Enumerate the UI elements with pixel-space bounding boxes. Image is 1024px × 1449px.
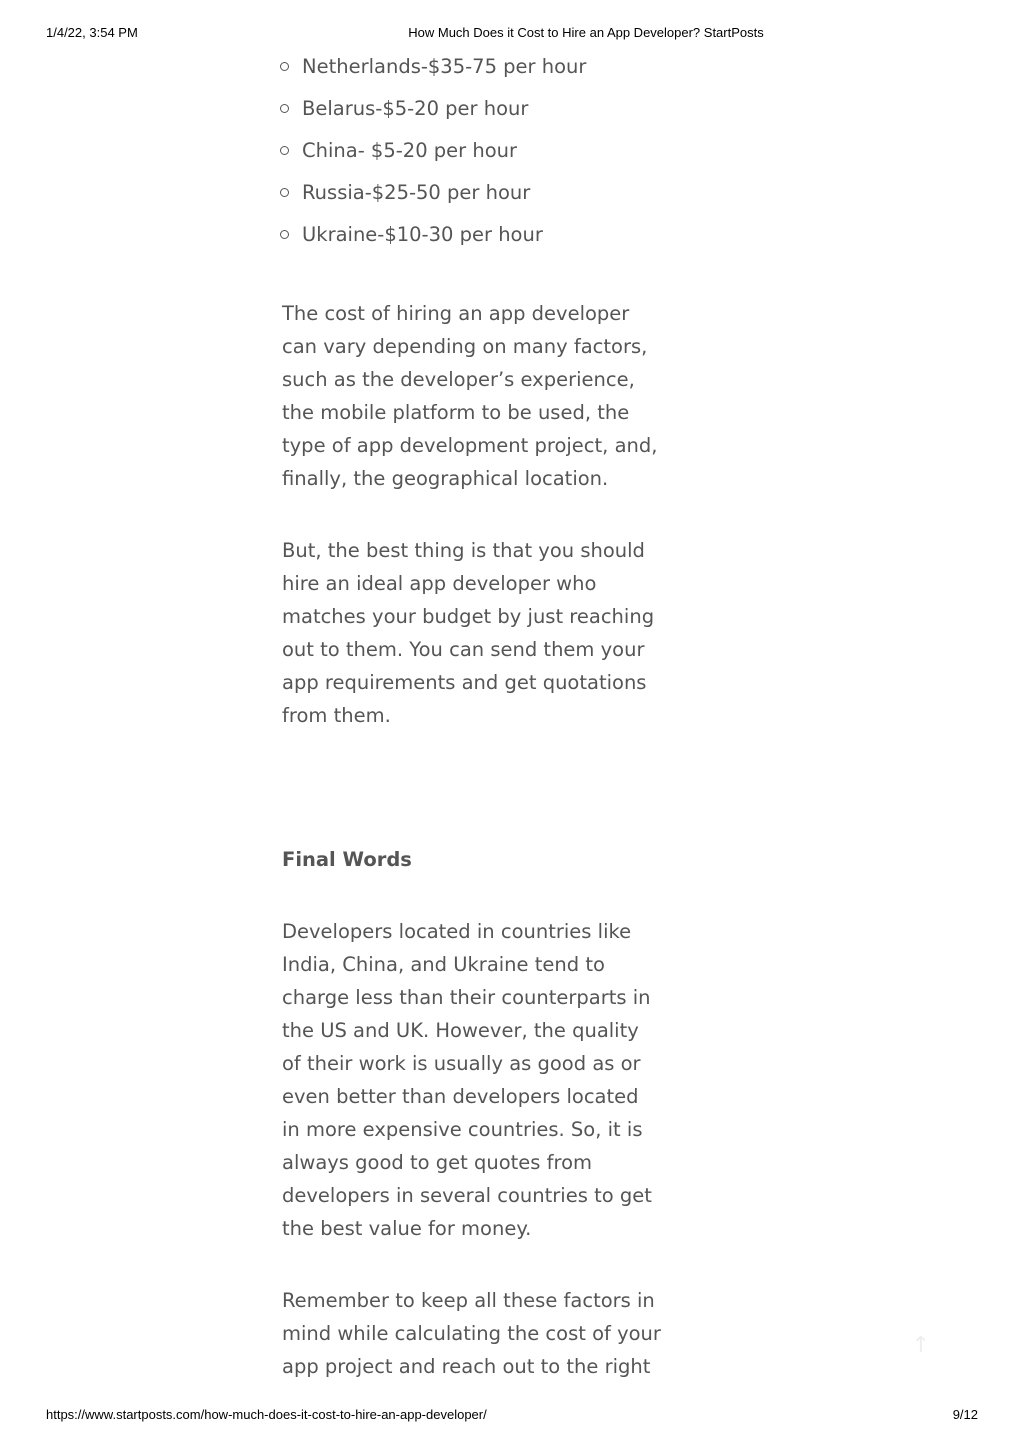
circle-bullet-icon [280,146,289,155]
rate-text: China- $5-20 per hour [302,139,518,162]
list-item [302,50,662,92]
print-datetime: 1/4/22, 3:54 PM [46,25,138,40]
list-item [302,92,662,134]
paragraph-remember: Remember to keep all these factors in mind while calculating the cost of your app project and reach out to the right [282,1289,661,1378]
arrow-up-icon[interactable]: ↑ [911,1333,931,1358]
section-heading-final-words: Final Words [282,848,412,871]
list-item [302,218,662,260]
list-item [302,176,662,218]
article-body [282,50,662,1383]
rate-text: Belarus-$5-20 per hour [302,97,529,120]
circle-bullet-icon [280,230,289,239]
circle-bullet-icon [280,104,289,113]
list-item [302,134,662,176]
print-header [0,25,1024,43]
print-footer [0,1407,1024,1425]
circle-bullet-icon [280,62,289,71]
hourly-rates-list [282,50,662,260]
rate-text: Netherlands-$35-75 per hour [302,55,587,78]
paragraph-cost-factors: The cost of hiring an app developer can vary depending on many factors, such as the developer’s experience, the mobile platform to be used, the type of app development project, and, finally, the geographical location. [282,302,658,490]
paragraph-best-thing: But, the best thing is that you should hire an ideal app developer who matches your budget by just reaching out to them. You can send them your app requirements and get quotations from them. [282,539,655,727]
print-url: https://www.startposts.com/how-much-does-it-cost-to-hire-an-app-developer/ [46,1407,487,1422]
print-page-title: How Much Does it Cost to Hire an App Developer? StartPosts [408,25,764,40]
circle-bullet-icon [280,188,289,197]
paragraph-developers-located: Developers located in countries like India, China, and Ukraine tend to charge less than their counterparts in the US and UK. However, the quality of their work is usually as good as or even better than developers located in more expensive countries. So, it is always good to get quotes from developers in several countries to get the best value for money. [282,920,652,1240]
rate-text: Russia-$25-50 per hour [302,181,531,204]
page-number: 9/12 [952,1407,978,1422]
rate-text: Ukraine-$10-30 per hour [302,223,543,246]
